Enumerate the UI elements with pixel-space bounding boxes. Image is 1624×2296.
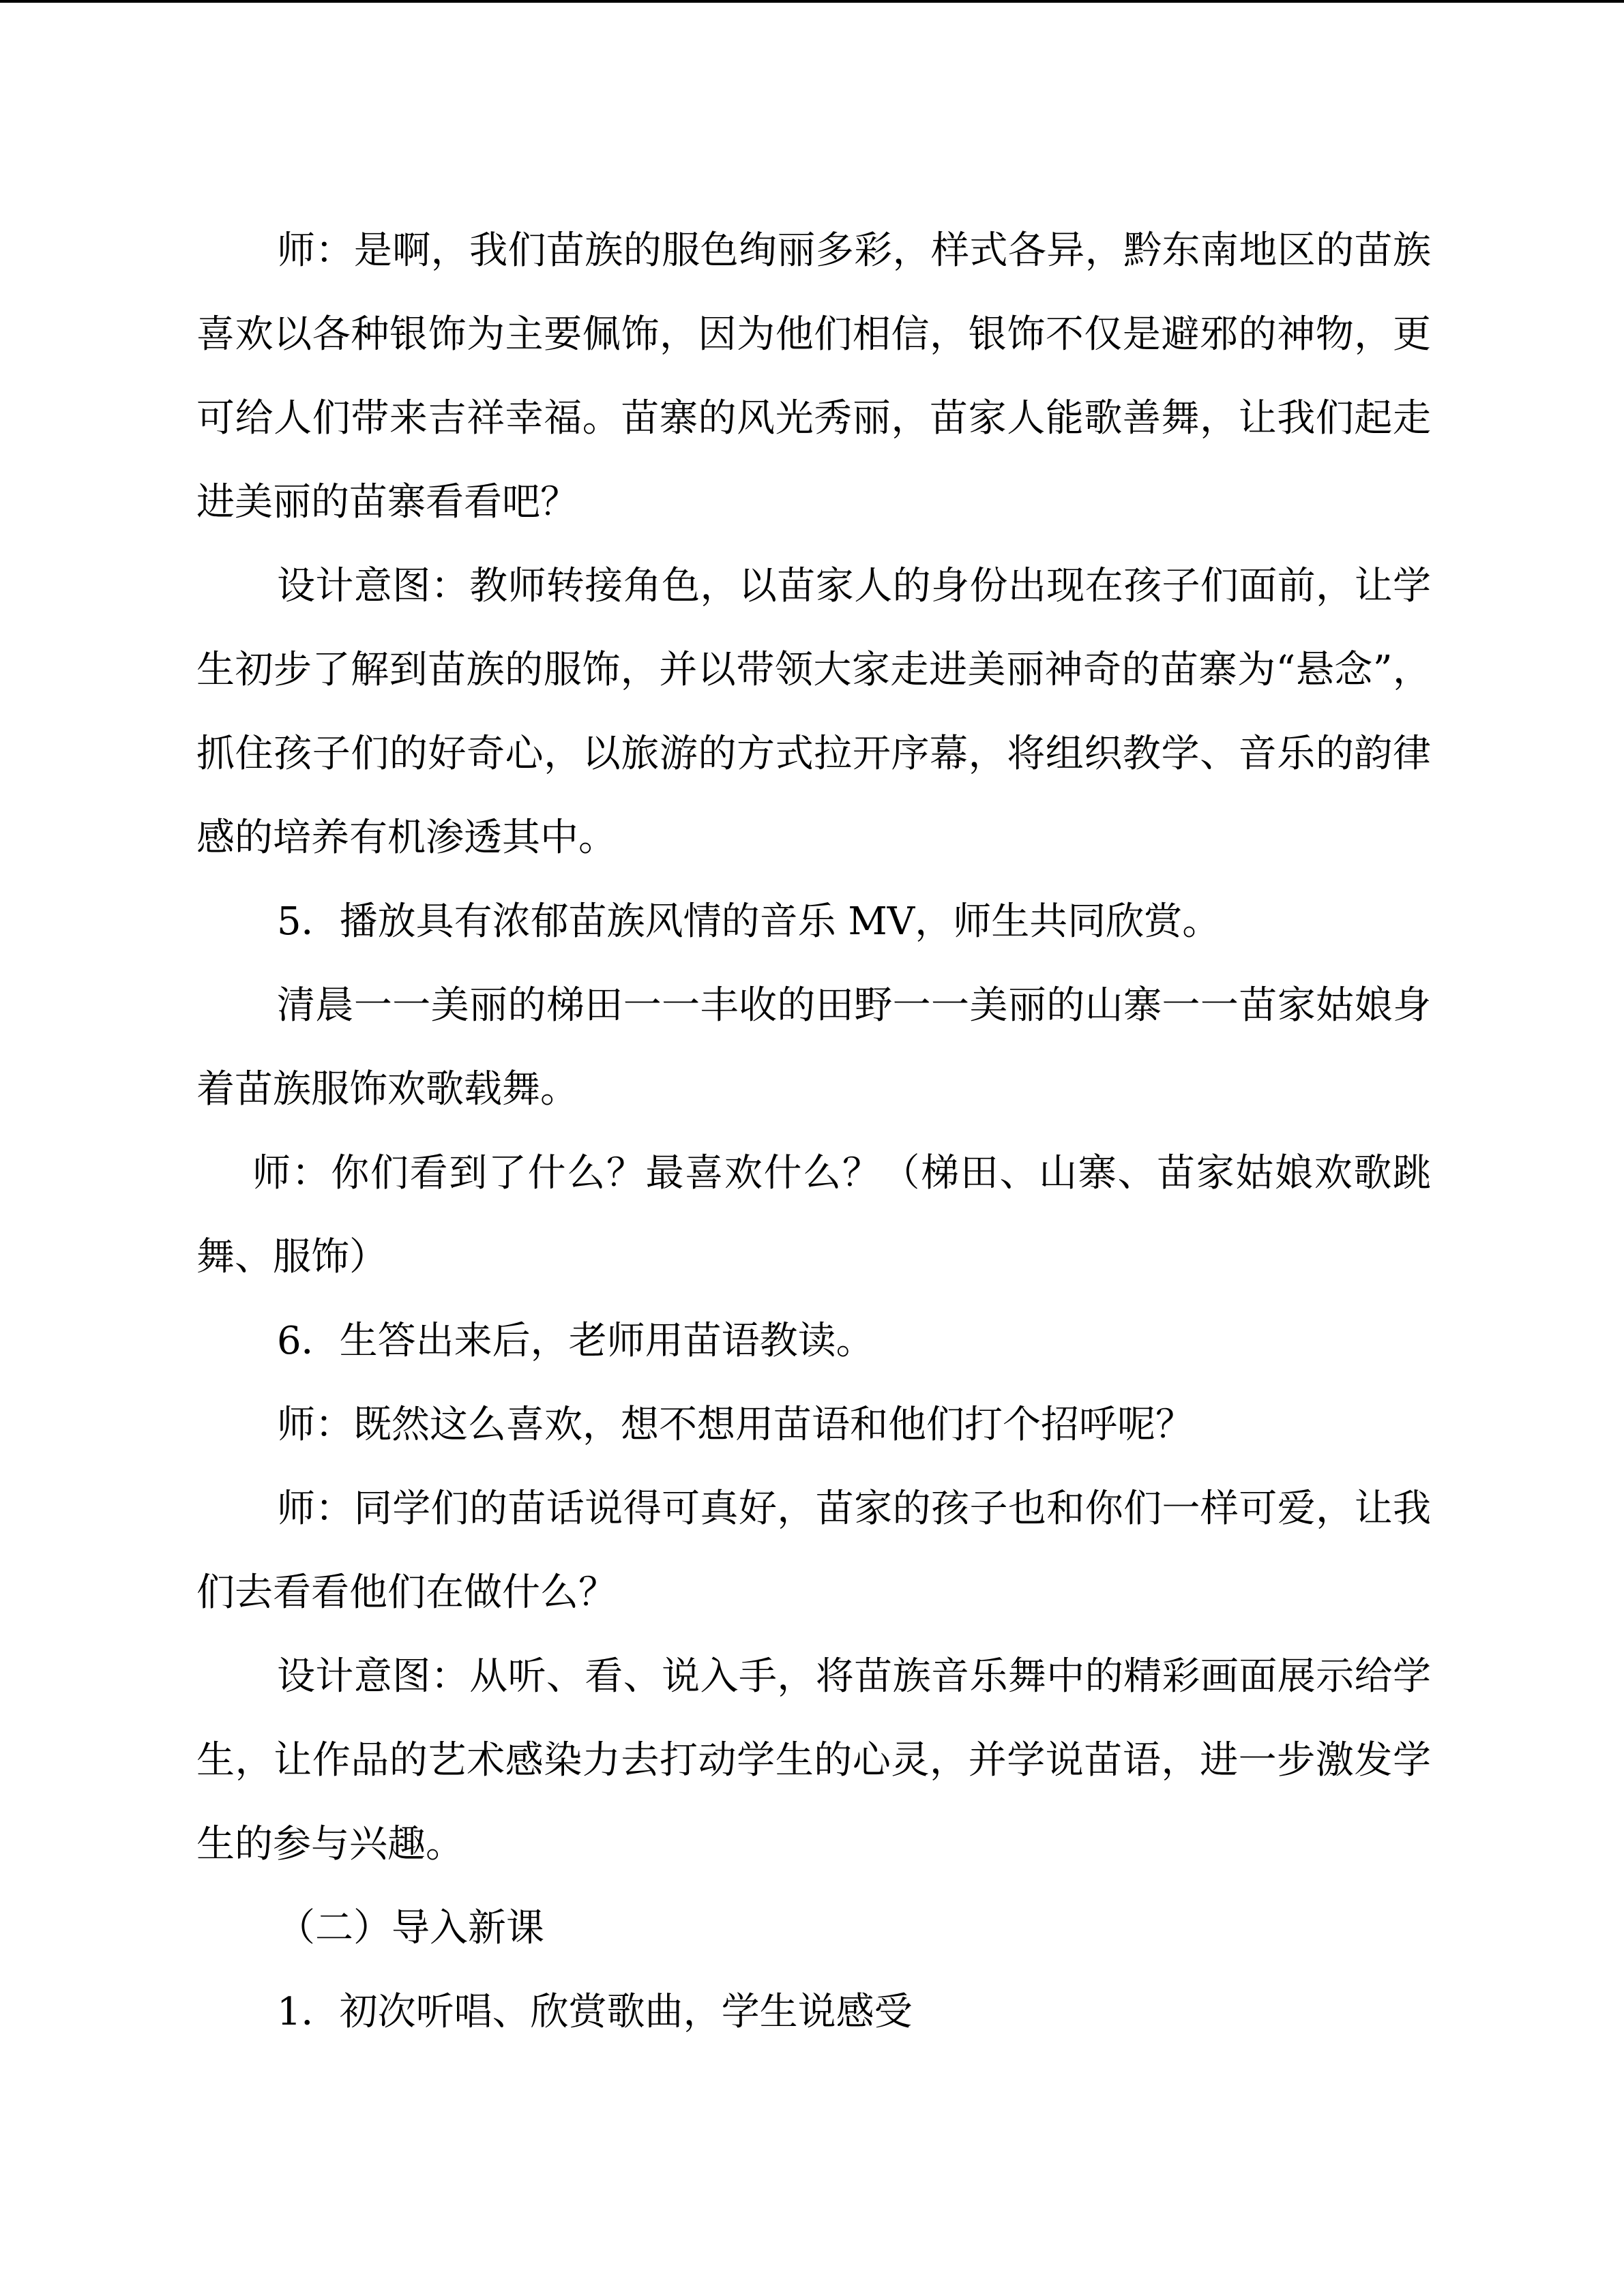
paragraph-step-1: 1．初次听唱、欣赏歌曲，学生说感受: [277, 1990, 913, 2034]
top-border-line: [0, 0, 1624, 3]
paragraph-step-5: 5．播放具有浓郁苗族风情的音乐 MV，师生共同欣赏。: [277, 899, 1221, 944]
paragraph-mv-scenes: 清晨一一美丽的梯田一一丰收的田野一一美丽的山寨一一苗家姑娘身着苗族服饰欢歌载舞。: [196, 983, 1431, 1112]
paragraph-step-6: 6．生答出来后，老师用苗语教读。: [277, 1319, 874, 1363]
paragraph-design-intent-2: 设计意图：从听、看、说入手，将苗族音乐舞中的精彩画面展示给学生，让作品的艺术感染力去打动学生的心灵，并学说苗语，进一步激发学生的参与兴趣。: [196, 1654, 1431, 1866]
paragraph-teacher-greeting: 师：既然这么喜欢，想不想用苗语和他们打个招呼呢？: [277, 1403, 1194, 1447]
paragraph-teacher-miao-costume: 师：是啊，我们苗族的服色绚丽多彩，样式各异，黔东南地区的苗族喜欢以各种银饰为主要佩饰，因为他们相信，银饰不仅是避邪的神物，更可给人们带来吉祥幸福。苗寨的风光秀丽，苗家人能歌善舞，让我们起走进美丽的苗寨看看吧？: [196, 228, 1431, 524]
section-heading-new-lesson: （二）导入新课: [277, 1906, 544, 1950]
paragraph-teacher-question: 师：你们看到了什么？最喜欢什么？（梯田、山寨、苗家姑娘欢歌跳舞、服饰）: [196, 1151, 1431, 1279]
document-body: [196, 209, 1431, 2054]
paragraph-design-intent-1: 设计意图：教师转接角色，以苗家人的身份出现在孩子们面前，让学生初步了解到苗族的服饰，并以带领大家走进美丽神奇的苗寨为“悬念”，抓住孩子们的好奇心，以旅游的方式拉开序幕，将组织教学、音乐的韵律感的培养有机渗透其中。: [196, 564, 1431, 860]
paragraph-teacher-praise: 师：同学们的苗话说得可真好，苗家的孩子也和你们一样可爱，让我们去看看他们在做什么？: [196, 1487, 1431, 1615]
